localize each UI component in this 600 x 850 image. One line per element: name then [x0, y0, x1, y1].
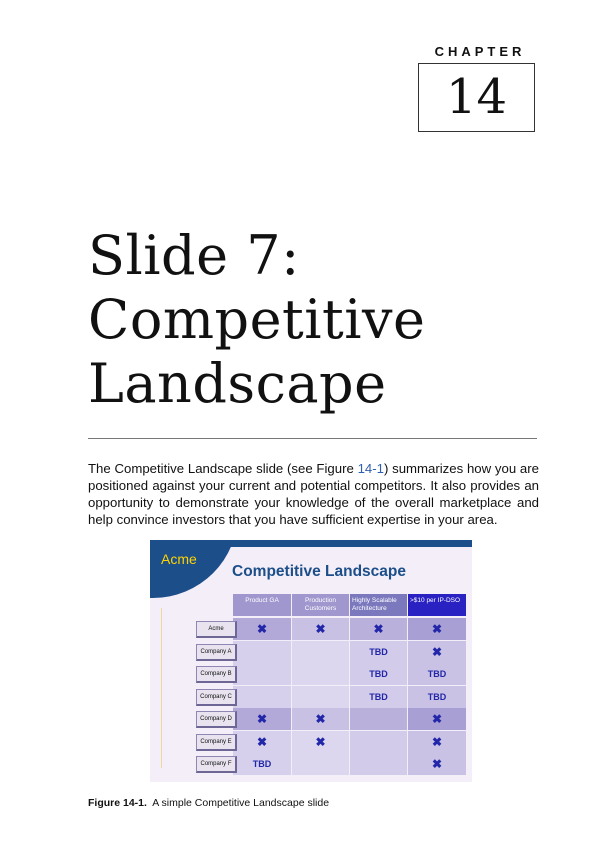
- chapter-title: [88, 224, 425, 416]
- row-label: Company C: [196, 689, 237, 706]
- figure-caption: [88, 797, 329, 809]
- x-mark-icon: ✖: [315, 734, 326, 749]
- slide-heading: Competitive Landscape: [232, 563, 406, 580]
- table-cell: TBD: [408, 663, 466, 685]
- comparison-table: [233, 594, 466, 775]
- table-cell: [350, 618, 407, 640]
- row-label: Company D: [196, 711, 237, 728]
- x-mark-icon: ✖: [256, 712, 268, 726]
- table-cell: [233, 641, 291, 663]
- x-mark-icon: ✖: [431, 757, 443, 771]
- row-label: Company B: [196, 666, 237, 683]
- table-cell: [292, 753, 349, 775]
- title-line: Competitive: [88, 288, 426, 351]
- table-cell: [292, 686, 349, 708]
- caption-label: Figure 14-1.: [88, 797, 147, 809]
- table-cell: TBD: [350, 686, 407, 708]
- caption-text: A simple Competitive Landscape slide: [152, 797, 330, 809]
- figure-slide-image: [150, 540, 472, 782]
- row-label: Acme: [196, 621, 237, 638]
- row-label: Company A: [196, 644, 237, 661]
- table-cell: TBD: [233, 753, 291, 775]
- title-line: Slide 7:: [88, 224, 300, 287]
- x-mark-icon: ✖: [315, 622, 326, 636]
- slide-brand-label: Acme: [161, 551, 197, 567]
- title-line: Landscape: [88, 352, 387, 415]
- table-cell: [233, 731, 291, 753]
- table-cell: [292, 618, 349, 640]
- table-cell: [408, 731, 466, 753]
- column-header: >$10 per IP-DSO: [408, 594, 466, 616]
- x-mark-icon: ✖: [256, 622, 268, 636]
- table-cell: TBD: [350, 641, 407, 663]
- table-cell: [408, 618, 466, 640]
- table-cell: [233, 686, 291, 708]
- table-cell: [292, 731, 349, 753]
- table-cell: [350, 753, 407, 775]
- x-mark-icon: ✖: [431, 712, 443, 726]
- x-mark-icon: ✖: [431, 644, 443, 659]
- chapter-label: CHAPTER: [434, 44, 526, 59]
- table-cell: TBD: [408, 686, 466, 708]
- x-mark-icon: ✖: [431, 734, 443, 749]
- table-cell: [233, 663, 291, 685]
- table-cell: [292, 663, 349, 685]
- slide-accent-line: [161, 608, 162, 768]
- paragraph-text-before: The Competitive Landscape slide (see Figure: [88, 461, 358, 476]
- table-cell: [233, 708, 291, 730]
- table-cell: [292, 641, 349, 663]
- title-rule: [88, 438, 537, 439]
- x-mark-icon: ✖: [315, 712, 326, 726]
- row-label: Company E: [196, 734, 237, 751]
- table-cell: [350, 731, 407, 753]
- x-mark-icon: ✖: [256, 734, 268, 749]
- table-cell: [408, 753, 466, 775]
- column-header: Highly Scalable Architecture: [350, 594, 407, 616]
- column-header: Production Customers: [292, 594, 349, 616]
- chapter-number: 14: [418, 63, 535, 132]
- x-mark-icon: ✖: [431, 622, 443, 636]
- table-cell: [408, 708, 466, 730]
- table-cell: [408, 641, 466, 663]
- paragraph-text-after: ) summarizes how you are positioned against your current and potential competitors. It also provides an opportunity to demonstrate your knowledge of the overall marketplace and help convince investors that you have sufficient expertise in your area.: [88, 461, 539, 527]
- row-label: Company F: [196, 756, 237, 773]
- body-paragraph: [88, 460, 539, 528]
- table-cell: [350, 708, 407, 730]
- table-cell: [292, 708, 349, 730]
- slide-corner-shape: [150, 540, 238, 598]
- table-cell: [233, 618, 291, 640]
- x-mark-icon: ✖: [373, 622, 384, 636]
- column-header: Product GA: [233, 594, 291, 616]
- table-cell: TBD: [350, 663, 407, 685]
- figure-reference-link[interactable]: 14-1: [357, 461, 384, 476]
